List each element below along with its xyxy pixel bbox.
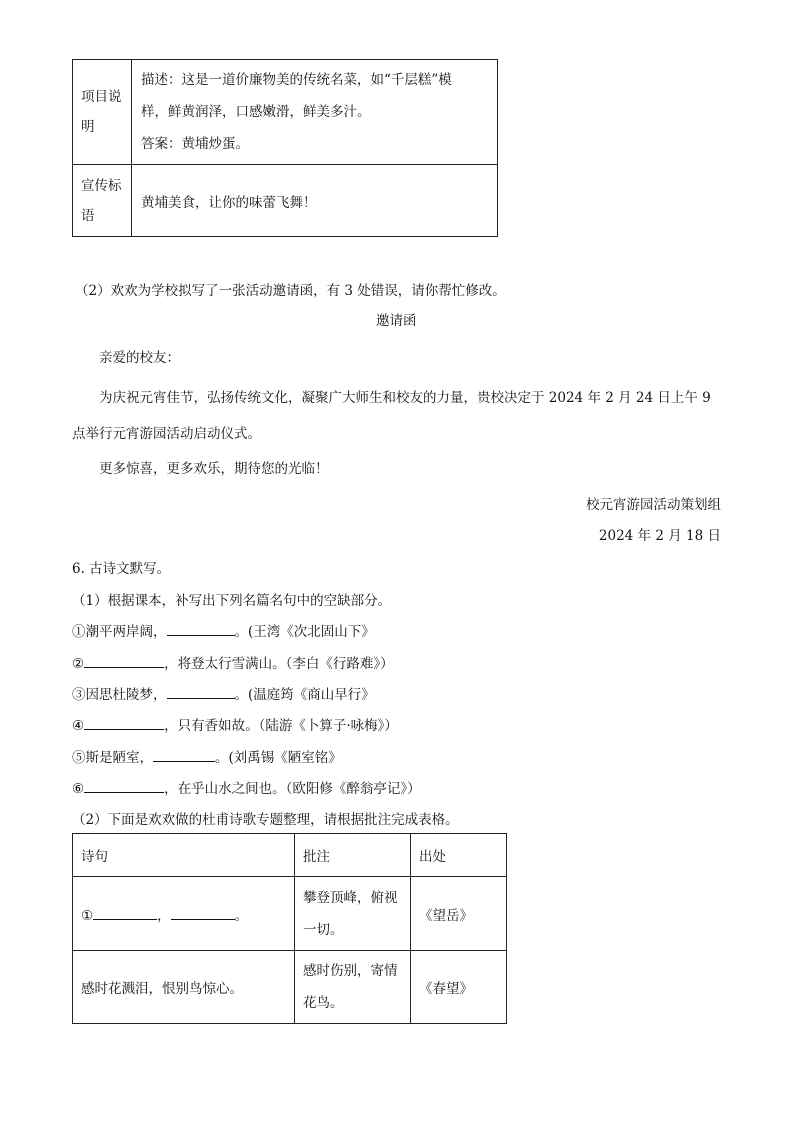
row1-note-cell <box>295 877 411 951</box>
row2-note-line-b: 花鸟。 <box>303 995 344 1011</box>
poem-item-1-pre: ①潮平两岸阔， <box>72 624 167 640</box>
project-desc-label-a: 项目说 <box>81 89 122 105</box>
row1-note-line-a: 攀登顶峰，俯视 <box>303 889 398 906</box>
poem-item-4-pre: ④ <box>72 718 85 734</box>
slogan-text: 黄埔美食，让你的味蕾飞舞！ <box>141 194 317 211</box>
header-note: 批注 <box>295 834 411 877</box>
poem-item-3-pre: ③因思杜陵梦， <box>72 687 167 703</box>
project-desc-label-cell <box>73 60 132 165</box>
letter-body-line-2: 点举行元宵游园活动启动仪式。 <box>72 426 261 442</box>
poem-item-6-pre: ⑥ <box>72 781 85 797</box>
slogan-label-cell <box>73 165 132 237</box>
poem-item-3 <box>72 683 375 703</box>
letter-closing: 更多惊喜，更多欢乐，期待您的光临！ <box>99 461 329 477</box>
poem-item-5-post: 。(刘禹锡《陋室铭》 <box>215 750 342 766</box>
desc-line-1: 描述：这是一道价廉物美的传统名菜，如“千层糕”模 <box>141 72 452 88</box>
answer-blank[interactable] <box>171 906 235 920</box>
poem-item-6-post: ，在乎山水之间也。（欧阳修《醉翁亭记》） <box>164 781 421 797</box>
header-source: 出处 <box>411 834 507 877</box>
dish-info-table <box>72 59 498 237</box>
letter-body-line-1: 为庆祝元宵佳节，弘扬传统文化，凝聚广大师生和校友的力量，贵校决定于 2024 年 2 月 24 日上午 9 <box>99 390 711 406</box>
row2-verse: 感时花溅泪，恨别鸟惊心。 <box>73 951 295 1024</box>
header-verse: 诗句 <box>73 834 295 877</box>
answer-blank[interactable] <box>84 654 164 668</box>
answer-blank[interactable] <box>84 779 164 793</box>
letter-date: 2024 年 2 月 18 日 <box>598 528 721 544</box>
letter-title: 邀请函 <box>376 313 417 329</box>
answer-blank[interactable] <box>167 622 235 636</box>
row1-verse-end: 。 <box>234 907 249 924</box>
row2-note-line-a: 感时伤别，寄情 <box>303 963 398 979</box>
q2-prompt: （2）欢欢为学校拟写了一张活动邀请函，有 3 处错误，请你帮忙修改。 <box>75 283 506 299</box>
poem-item-1 <box>72 620 375 640</box>
project-desc-content-cell <box>132 60 498 165</box>
row2-source: 《春望》 <box>411 951 507 1024</box>
desc-line-2: 样，鲜黄润泽，口感嫩滑，鲜美多汁。 <box>141 104 371 120</box>
poem-item-2-post: ，将登太行雪满山。（李白《行路难》） <box>164 656 394 672</box>
poem-item-6 <box>72 777 421 797</box>
poem-item-3-post: 。(温庭筠《商山早行》 <box>234 687 375 703</box>
project-desc-label-b: 明 <box>81 119 95 135</box>
row1-verse-sep: ， <box>157 907 171 924</box>
q6-sub1: （1）根据课本，补写出下列名篇名句中的空缺部分。 <box>72 593 392 609</box>
answer-blank[interactable] <box>167 685 235 699</box>
poem-item-2-pre: ② <box>72 656 85 672</box>
poem-item-5-pre: ⑤斯是陋室， <box>72 750 153 766</box>
q6-sub2: （2）下面是欢欢做的杜甫诗歌专题整理，请根据批注完成表格。 <box>72 812 459 828</box>
row1-verse-cell <box>73 877 295 951</box>
q6-heading: 6. 古诗文默写。 <box>72 561 171 577</box>
desc-answer: 答案：黄埔炒蛋。 <box>141 136 249 152</box>
answer-blank[interactable] <box>153 748 215 762</box>
row2-note-cell <box>295 951 411 1024</box>
poem-item-1-post: 。(王湾《次北固山下》 <box>234 624 375 640</box>
poem-item-5 <box>72 746 342 766</box>
poem-item-2 <box>72 652 394 672</box>
poem-item-4 <box>72 714 398 734</box>
slogan-label-b: 语 <box>81 207 95 224</box>
letter-signature: 校元宵游园活动策划组 <box>586 497 721 513</box>
row1-verse-prefix: ① <box>81 907 94 924</box>
du-fu-poem-table <box>72 833 507 1024</box>
slogan-content-cell <box>132 165 498 237</box>
poem-item-4-post: ，只有香如故。（陆游《卜算子·咏梅》） <box>164 718 398 734</box>
answer-blank[interactable] <box>84 716 164 730</box>
row1-note-line-b: 一切。 <box>303 921 344 938</box>
row1-source: 《望岳》 <box>411 877 507 951</box>
slogan-label-a: 宣传标 <box>81 177 122 194</box>
letter-salutation: 亲爱的校友： <box>99 350 180 366</box>
answer-blank[interactable] <box>93 906 157 920</box>
